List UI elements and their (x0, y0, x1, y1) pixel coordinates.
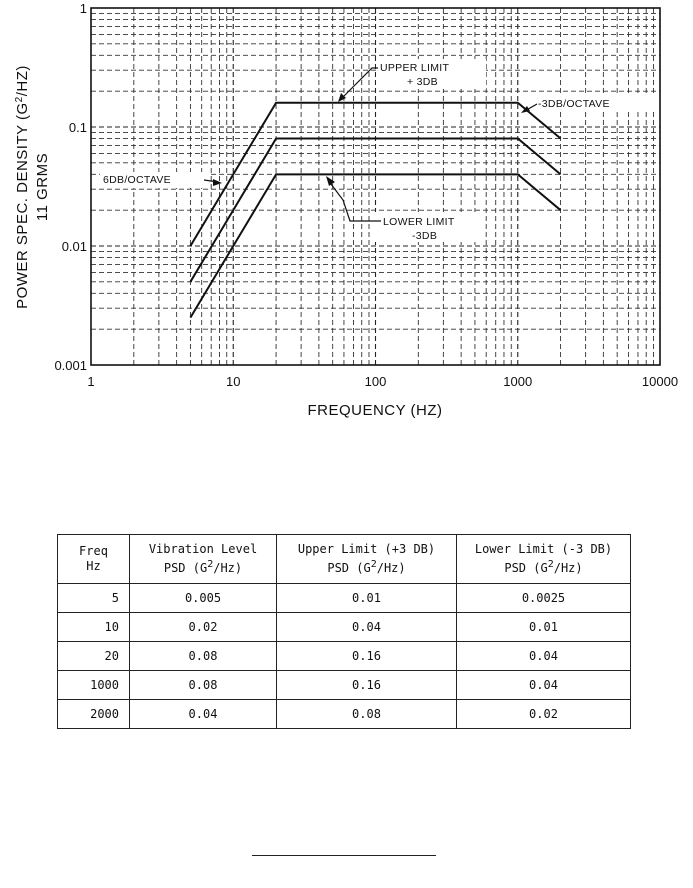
cell-lower-limit: 0.01 (457, 613, 631, 642)
cell-upper-limit: 0.04 (277, 613, 457, 642)
y-tick-label: 1 (79, 1, 87, 16)
y-tick-label: 0.001 (54, 358, 87, 373)
psd-table (57, 534, 631, 729)
cell-vibration-level: 0.08 (130, 642, 277, 671)
table-row (58, 613, 631, 642)
y-axis-title: POWER SPEC. DENSITY $(G^2/HZ)$ (13, 65, 31, 309)
annotation-slope-down: -3DB/OCTAVE (538, 98, 610, 110)
y-tick-label: 0.01 (61, 239, 87, 254)
cell-vibration-level: 0.04 (130, 700, 277, 729)
header-vibration-level: Vibration Level PSD $(G^2/Hz)$ (130, 535, 277, 584)
tick-labels (54, 1, 678, 389)
x-tick-label: 100 (364, 374, 387, 389)
cell-lower-limit: 0.0025 (457, 584, 631, 613)
table-row (58, 642, 631, 671)
cell-upper-limit: 0.16 (277, 642, 457, 671)
psd-chart (0, 0, 693, 430)
annotation-lower-limit-line1: LOWER LIMIT (383, 216, 455, 228)
table-row (58, 671, 631, 700)
table-header-row (58, 535, 631, 584)
x-axis-title: FREQUENCY (HZ) (307, 402, 443, 419)
annotation-lower-limit-line2: -3DB (412, 230, 438, 242)
cell-lower-limit: 0.04 (457, 642, 631, 671)
x-tick-label: 10000 (641, 374, 679, 389)
cell-vibration-level: 0.08 (130, 671, 277, 700)
cell-upper-limit: 0.08 (277, 700, 457, 729)
y-tick-label: 0.1 (68, 120, 87, 135)
annotation-upper-limit-line2: + 3DB (407, 76, 438, 88)
cell-freq: 2000 (58, 700, 130, 729)
x-tick-label: 1 (87, 374, 95, 389)
cell-freq: 20 (58, 642, 130, 671)
annotation-upper-limit-line1: UPPER LIMIT (380, 62, 450, 74)
cell-lower-limit: 0.04 (457, 671, 631, 700)
table-row (58, 700, 631, 729)
chart-annotations (100, 59, 659, 242)
cell-lower-limit: 0.02 (457, 700, 631, 729)
cell-freq: 1000 (58, 671, 130, 700)
cell-upper-limit: 0.01 (277, 584, 457, 613)
table-row (58, 584, 631, 613)
cell-vibration-level: 0.005 (130, 584, 277, 613)
cell-freq: 10 (58, 613, 130, 642)
cell-upper-limit: 0.16 (277, 671, 457, 700)
cell-freq: 5 (58, 584, 130, 613)
x-tick-label: 10 (226, 374, 241, 389)
header-freq: Freq Hz (58, 535, 130, 584)
annotation-slope-up: 6DB/OCTAVE (103, 174, 171, 186)
bottom-rule (252, 855, 436, 856)
annotation-upper-limit-leader (340, 68, 378, 100)
x-tick-label: 1000 (503, 374, 533, 389)
y-axis-subtitle: 11 GRMS (34, 152, 51, 222)
header-lower-limit: Lower Limit (-3 DB) PSD $(G^2/Hz)$ (457, 535, 631, 584)
cell-vibration-level: 0.02 (130, 613, 277, 642)
header-upper-limit: Upper Limit (+3 DB) PSD $(G^2/Hz)$ (277, 535, 457, 584)
